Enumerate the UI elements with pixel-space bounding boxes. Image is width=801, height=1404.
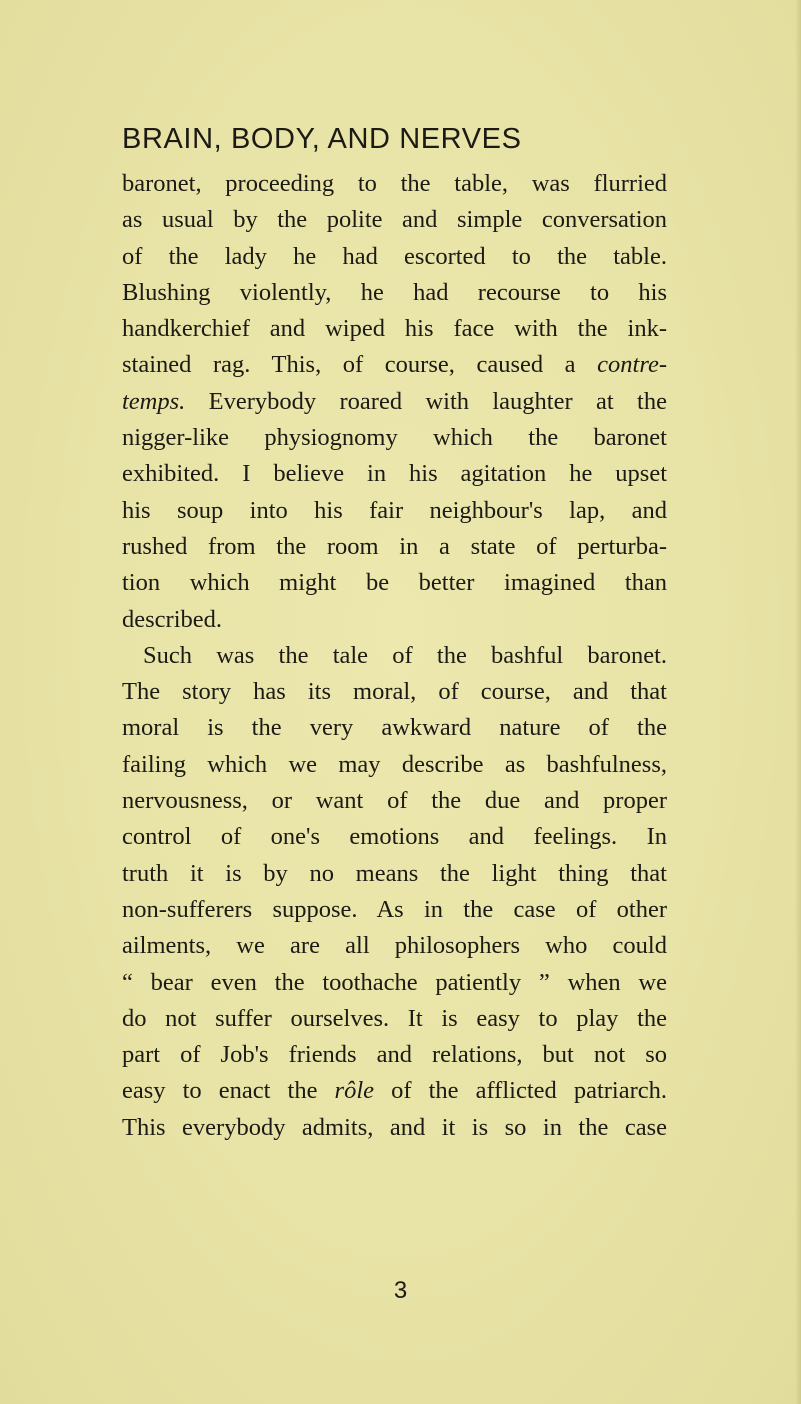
text-line: truth it is by no means the light thing that [122,859,667,887]
text-line: Blushing violently, he had recourse to his [122,278,667,306]
text-line: ailments, we are all philosophers who could [122,932,667,960]
text-line: The story has its moral, of course, and that [122,678,667,706]
text-line: of the lady he had escorted to the table. [122,242,667,270]
text-line: handkerchief and wiped his face with the ink- [122,315,667,343]
text-line: moral is the very awkward nature of the [122,714,667,742]
text-line: as usual by the polite and simple conversation [122,206,667,234]
text-line: failing which we may describe as bashfulness, [122,750,667,778]
text-line: This everybody admits, and it is so in the case [122,1113,667,1141]
italic-phrase: rôle [334,1077,375,1105]
text-line: nervousness, or want of the due and proper [122,787,667,815]
text-line: exhibited. I believe in his agitation he upset [122,460,667,488]
text-line: do not suffer ourselves. It is easy to play the [122,1004,667,1032]
text-line [122,384,667,420]
text-line: his soup into his fair neighbour's lap, and [122,496,667,524]
text-fragment: easy to enact the [122,1077,318,1105]
text-fragment: of the afflicted patriarch. [374,1077,668,1105]
text-fragment: Everybody roared with laughter at the [185,387,667,415]
text-line: rushed from the room in a state of perturba- [122,532,667,560]
text-line: baronet, proceeding to the table, was flurried [122,170,667,197]
page-number: 3 [393,1277,408,1304]
text-fragment: stained rag. This, of course, caused a [122,351,576,379]
text-line: part of Job's friends and relations, but not so [122,1041,667,1069]
body-text [122,166,667,1146]
page-edge-shadow [795,0,801,1404]
text-line: Such was the tale of the bashful baronet. [143,641,667,669]
text-line: non-sufferers suppose. As in the case of other [122,895,667,923]
text-line: “ bear even the toothache patiently ” when we [122,968,667,996]
text-line: described. [122,605,222,633]
text-line: tion which might be better imagined than [122,569,667,597]
text-line: control of one's emotions and feelings. In [122,823,667,851]
text-line [122,1073,667,1109]
text-line: nigger-like physiognomy which the baronet [122,424,667,452]
italic-phrase: contre- [597,351,667,379]
text-line [122,347,667,383]
running-head: BRAIN, BODY, AND NERVES [122,123,522,155]
italic-phrase: temps. [122,387,186,415]
